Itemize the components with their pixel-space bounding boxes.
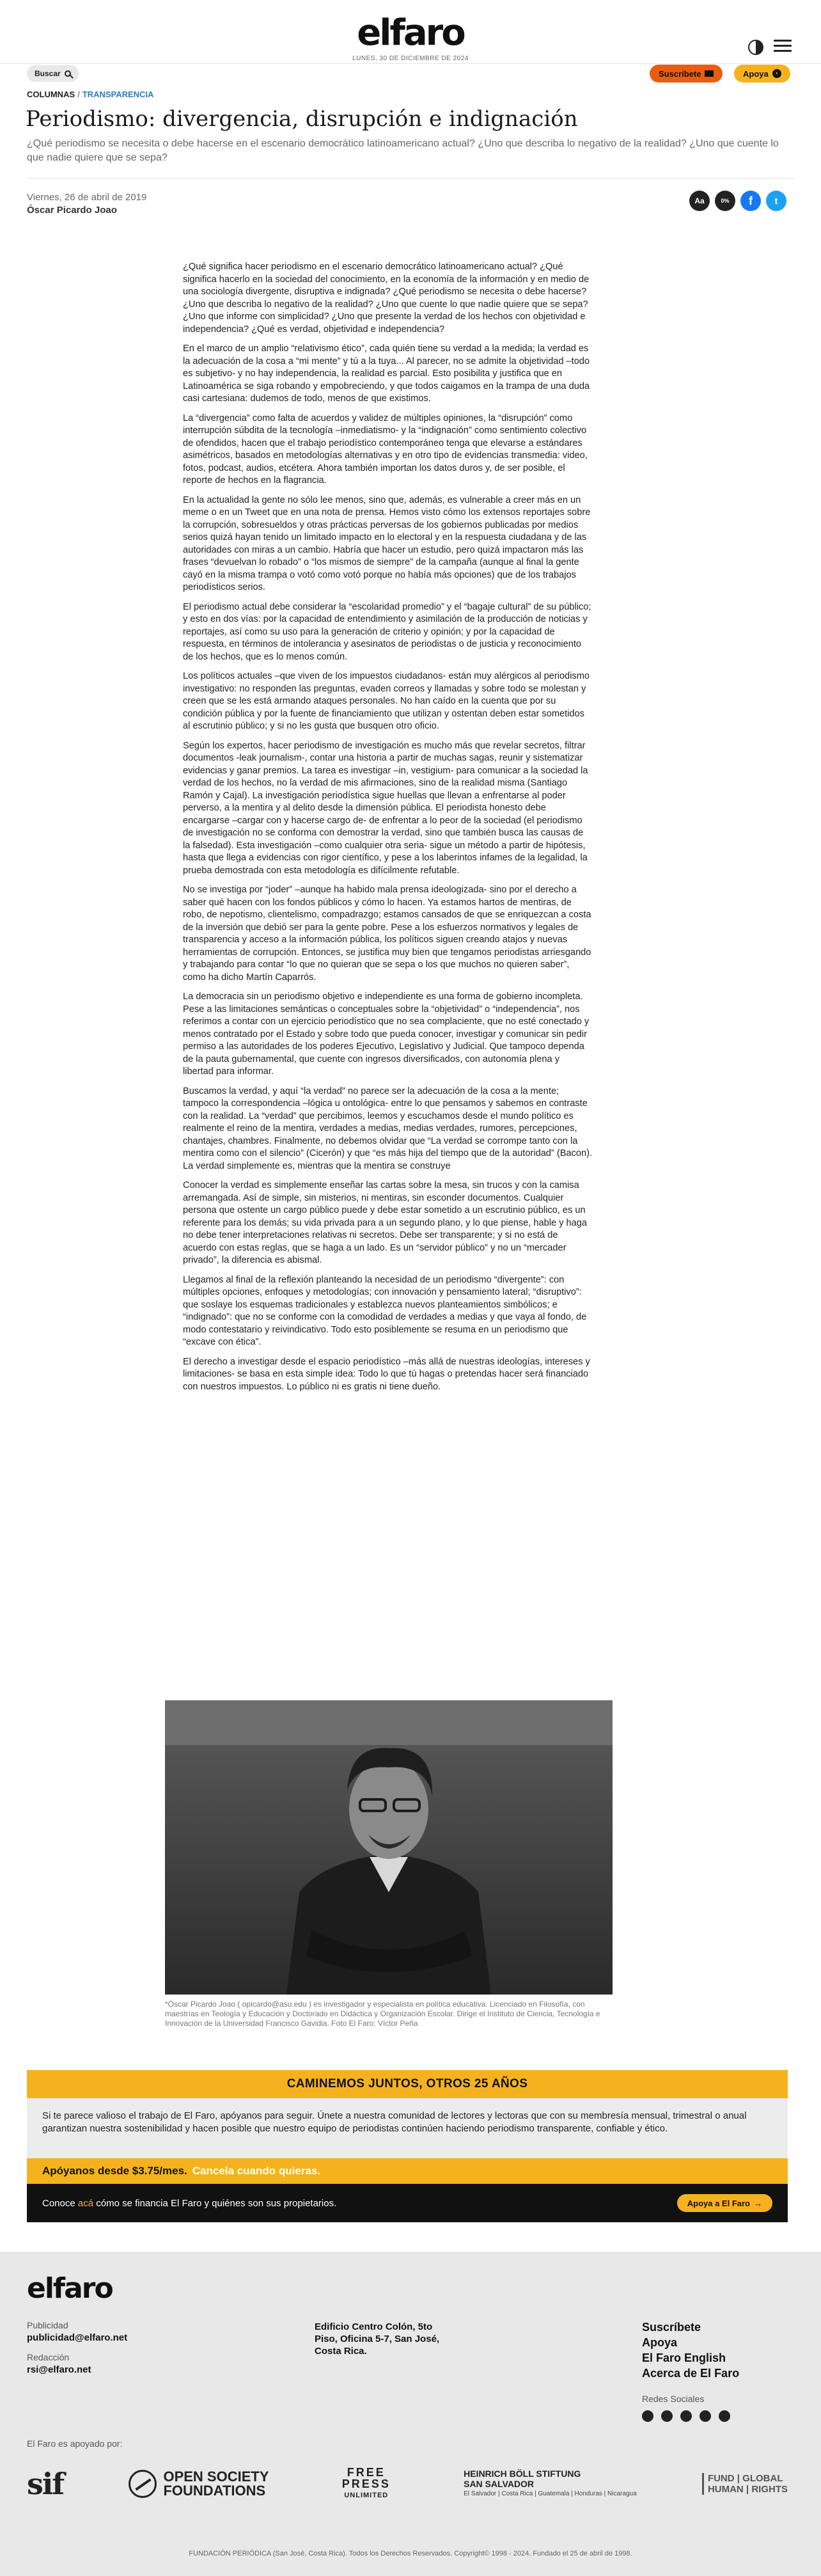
- breadcrumb-section[interactable]: COLUMNAS: [27, 90, 75, 99]
- instagram-icon[interactable]: [680, 2410, 692, 2422]
- facebook-share-icon[interactable]: f: [740, 191, 761, 211]
- address-line: Costa Rica.: [315, 2346, 367, 2357]
- apoya-label: Apoya: [743, 68, 769, 79]
- fund-human-rights-logo: FUND | GLOBAL HUMAN | RIGHTS: [702, 2473, 788, 2495]
- article-body: [183, 261, 592, 1400]
- osf-mark-icon: [129, 2470, 157, 2498]
- footer-logo[interactable]: elfaro: [27, 2272, 113, 2305]
- footer-link-english[interactable]: El Faro English: [642, 2351, 726, 2364]
- breadcrumb-category[interactable]: TRANSPARENCIA: [82, 90, 154, 99]
- apoya-button[interactable]: [734, 65, 790, 83]
- copyright: FUNDACIÓN PERIÓDICA (San José, Costa Rica). Todos los Derechos Reservados. Copyright© 1998 - 2024. Fundado el 25 de abril de 1998.: [189, 2550, 632, 2557]
- free-press-logo: FREE PRESS UNLIMITED: [341, 2466, 391, 2499]
- twitter-share-icon[interactable]: t: [766, 191, 786, 211]
- article-paragraph: ¿Qué significa hacer periodismo en el escenario democrático latinoamericano actual? ¿Qué significa hacerlo en la sociedad del conocimiento, en la economía de la información y en medio de una sociología divergente, disruptiva e indignada? ¿Qué periodismo se necesita o debe hacerse? ¿Uno que describa lo negativo de la realidad? ¿Uno que cuente lo que nadie quiere que se sepa? ¿Uno que informe con simplicidad? ¿Uno que presente la verdad de los hechos con objetividad e independencia? ¿Qué es verdad, objetividad e independencia?: [183, 262, 590, 335]
- sponsor-logos: [27, 2467, 788, 2501]
- article-title: Periodismo: divergencia, disrupción e indignación: [26, 106, 578, 132]
- twitter-icon[interactable]: [661, 2410, 673, 2422]
- author-portrait-image: [165, 1700, 613, 1995]
- article-paragraph: Conocer la verdad es simplemente enseñar las cartas sobre la mesa, sin trucos y con la camisa arremangada. Así de simple, sin misterios, ni mentiras, sin esconder documentos. Cualquier persona que ostente un cargo público puede y debe estar sometido a un escrutinio público, es un referente para los demás; su vida privada para a un segundo plano, y lo que piense, hable y haga no debe tener interpretaciones relativas ni secretos. Debe ser transparente; y si no está de acuerdo con estas reglas, que se haga a un lado. Es un “servidor público” y no un “mercader privado”, la diferencia es abismal.: [183, 1180, 588, 1265]
- publish-date: Viernes, 26 de abril de 2019: [27, 192, 147, 203]
- address-line: Edificio Centro Colón, 5to: [315, 2321, 433, 2332]
- font-size-icon[interactable]: Aa: [689, 191, 710, 211]
- article-paragraph: Los políticos actuales –que viven de los impuestos ciudadanos- están muy alérgicos al periodismo investigativo: no responden las preguntas, evaden correos y llamadas y sobre todo se molestan y creen que se les está armando ataques personales. No han caído en la cuenta que por su condición pública y por la fuente de financiamiento que utilizan y ostentan deben estar sometidos al escrutinio público; y si no les gusta que busquen otro oficio.: [183, 671, 590, 731]
- author-name[interactable]: Óscar Picardo Joao: [27, 205, 117, 216]
- redaccion-label: Redacción: [27, 2352, 70, 2362]
- boell-logo: HEINRICH BÖLL STIFTUNG SAN SALVADOR El Salvador | Costa Rica | Guatemala | Honduras | Nicaragua: [464, 2469, 637, 2497]
- footer-links: [642, 2319, 739, 2381]
- sif-logo: sif: [27, 2467, 64, 2501]
- article-paragraph: Según los expertos, hacer periodismo de investigación es mucho más que revelar secretos, filtrar documentos -leak journalism-, contar una historia a partir de muchas sagas, reunir y sistematizar evidencias y ganar premios. La tarea es investigar –in, vestigium- para comunicar a la sociedad la verdad de los hechos, no la verdad de mis afirmaciones, sino de la realidad misma (Santiago Ramón y Cajal). La investigación periodística sigue huellas que llevan a enfrentarse al poder perverso, a la mentira y al delito desde la dimensión pública. El periodista honesto debe encargarse –cargar con y hacerse cargo de- de enfrentar a lo peor de la sociedad (el periodismo de investigación no se conforma con demostrar la verdad, sino que también busca las causas de la falsedad). Esta investigación –como cualquier otra seria- sigue un método a partir de hipótesis, hasta que llega a evidencias con rigor científico, y pese a los laberintos infames de la legalidad, la prueba demostrada con esta metodología es difícilmente refutable.: [183, 740, 588, 876]
- site-header: [0, 0, 821, 64]
- reading-progress-icon[interactable]: 0%: [715, 191, 735, 211]
- funding-link[interactable]: acá: [77, 2197, 94, 2209]
- photo-caption: *Óscar Picardo Joao ( opicardo@asu.edu ) es investigador y especialista en política educativa. Licenciado en Filosofía, con maestrías en Teología y Educación y Doctorado en Didáctica y Organización Escolar. Dirige el Instituto de Ciencia, Tecnología e Innovación de la Universidad Francisco Gavidia. Foto El Faro: Víctor Peña: [165, 2000, 600, 2028]
- envelope-icon: [705, 70, 714, 77]
- arrow-right-icon: ›: [772, 69, 781, 78]
- apoya-elfaro-label: Apoya a El Faro: [687, 2198, 750, 2208]
- support-text: Si te parece valioso el trabajo de El Faro, apóyanos para seguir. Únete a nuestra comunidad de lectores y lectoras que con su membresía mensual, trimestral o anual garantizan nuestra sostenibilidad y hacen posible que nuestro equipo de periodistas continúen haciendo periodismo transparente, confiable y ético.: [27, 2098, 788, 2158]
- site-logo[interactable]: [340, 12, 481, 54]
- footer-link-acerca[interactable]: Acerca de El Faro: [642, 2367, 740, 2380]
- article-paragraph: Buscamos la verdad, y aquí “la verdad” no parece ser la adecuación de la cosa a la mente; tampoco la correspondencia –lógica u ontológica- entre lo que pensamos y sabemos en contraste con la realidad. La “verdad” que percibimos, leemos y escuchamos desde el mundo político es realmente el reino de la mentira, verdades a medias, medias verdades, rumores, percepciones, chantajes, chambres. Finalmente, no debemos olvidar que “La verdad se corrompe tanto con la mentira como con el silencio” (Cicerón) y que “es más hija del tiempo que de la autoridad” (Bacon). La verdad simplemente es, mientras que la mentira se construye: [183, 1086, 592, 1171]
- footer-link-apoya[interactable]: Apoya: [642, 2336, 678, 2349]
- footer-link-suscribete[interactable]: Suscríbete: [642, 2321, 701, 2334]
- article-paragraph: La “divergencia” como falta de acuerdos y validez de múltiples opiniones, la “disrupción” como interrupción súbdita de la tecnología –inmediatismo- y la “indignación” como sentimiento colectivo de ofendidos, hacen que el trabajo periodístico contemporáneo tenga que elevarse a estándares asimétricos, basados en metodologías alternativas y en otro tipo de evidencias transmedia: video, fotos, podcast, audios, etcétera. Ahora también importan los datos duros y, de ser posible, el reporte de hechos en la flagrancia.: [183, 413, 588, 486]
- article-paragraph: No se investiga por “joder” –aunque ha habido mala prensa ideologizada- sino por el derecho a saber qué hacen con los fondos públicos y cómo lo hacen. Ya estamos hartos de mentiras, de robo, de nepotismo, clientelismo, compadrazgo; estamos cansados de que se enriquezcan a costa de la inversión que debió ser para la gente pobre. Pese a los esfuerzos normativos y legales de transparencia y acceso a la información pública, los políticos siguen creando atajos y nuevas herramientas de corrupción. Entonces, se justifica muy bien que tengamos periodistas arriesgando y trabajando para contar “lo que no quieran que se sepa o los que muchos no quieren saber”, como ha dicho Martín Caparrós.: [183, 885, 591, 983]
- article-paragraph: La democracia sin un periodismo objetivo e independiente es una forma de gobierno incompleta. Pese a las limitaciones semánticas o conceptuales sobre la “objetividad” o “independencia”, nos referimos a contar con un ejercicio periodístico que no sea complaciente, que no esté conectado y menos contratado por el Estado y sobre todo que pueda conocer, investigar y comunicar sin pedir permiso a las autoridades de los poderes Ejecutivo, Legislativo y Judicial. Que tampoco dependa de la pauta gubernamental, que cuente con ingresos diversificados, con autonomía plena y libertad para informar.: [183, 992, 590, 1077]
- funding-text: Conoce acá cómo se financia El Faro y quiénes son sus propietarios.: [42, 2197, 337, 2209]
- redaccion-email[interactable]: rsi@elfaro.net: [27, 2364, 91, 2375]
- spotify-icon[interactable]: [719, 2410, 730, 2422]
- price-text: Apóyanos desde $3.75/mes.: [42, 2165, 187, 2177]
- address-line: Piso, Oficina 5-7, San José,: [315, 2334, 440, 2344]
- apoya-elfaro-button[interactable]: [677, 2194, 772, 2212]
- footer-contacts: [27, 2319, 127, 2376]
- article-tools: [689, 191, 786, 211]
- site-footer: [0, 2252, 821, 2576]
- article-paragraph: El derecho a investigar desde el espacio periodístico –más allá de nuestras ideologías, intereses y limitaciones- se basa en esta simple idea: Todo lo que tú hagas o pretendas hacer será financiado con nuestros impuestos. Lo público ni es gratis ni tiene dueño.: [183, 1356, 590, 1392]
- theme-toggle-icon[interactable]: [748, 40, 763, 55]
- subscribe-label: Suscríbete: [659, 68, 701, 79]
- cancel-text: Cancela cuando quieras.: [192, 2165, 321, 2177]
- support-price[interactable]: [27, 2158, 788, 2184]
- search-button[interactable]: [27, 65, 79, 82]
- footer-address: [315, 2321, 439, 2357]
- header-date: LUNES, 30 DE DICIEMBRE DE 2024: [352, 55, 469, 62]
- article-dek: ¿Qué periodismo se necesita o debe hacerse en el escenario democrático latinoamericano actual? ¿Uno que describa lo negativo de la realidad? ¿Uno que cuente lo que nadie quiere que se sepa?: [27, 138, 779, 163]
- search-icon: [65, 70, 71, 77]
- facebook-icon[interactable]: [642, 2410, 653, 2422]
- logo-text: elfaro: [357, 12, 464, 54]
- support-banner: [27, 2070, 788, 2222]
- article-paragraph: En la actualidad la gente no sólo lee menos, sino que, además, es vulnerable a creer más en un meme o en un Tweet que en una nota de prensa. Hemos visto cómo los extensos reportajes sobre la corrupción, sobresueldos y otras prácticas perversas de los gobiernos publicadas por medios serios quizá hayan tenido un limitado impacto en lo electoral y en la respuesta ciudadana y de las autoridades con miras a un cambio. Habría que hacer un estudio, pero quizá impactaron más las frases “devuelvan lo robado” o “los mismos de siempre” de la campaña (aunque al final la gente cayó en la misma trampa o votó como votó porque no había más opciones) que de los trabajos periodísticos serios.: [183, 494, 591, 592]
- support-funding-bar: [27, 2184, 788, 2222]
- article-paragraph: En el marco de un amplio “relativismo ético”, cada quién tiene su verdad a la medida; la verdad es la adecuación de la cosa a “mi mente” y tú a la tuya... Al parecer, no se admite la objetividad –todo es subjetivo- y no hay independencia, la realidad es parcial. Esto posibilita y justifica que en Latinoamérica se siga robando y empobreciendo, y que todos caigamos en la trampa de una duda casi cartesiana: dudemos de todo, menos de que existimos.: [183, 344, 590, 404]
- author-photo: [165, 1700, 613, 1995]
- publicidad-email[interactable]: publicidad@elfaro.net: [27, 2332, 128, 2343]
- article-paragraph: El periodismo actual debe considerar la “escolaridad promedio” y el “bagaje cultural” de su público; y esto en dos vías: por la capacidad de entendimiento y asimilación de la producción de noticias y reportajes, así como su uso para la generación de criterio y opinión; y por la capacidad de respuesta, en términos de intolerancia y asesinatos de periodistas o de justicia y reconocimiento de los hechos, que es lo menos común.: [183, 601, 591, 662]
- social-links: [642, 2410, 730, 2422]
- breadcrumb: COLUMNAS / TRANSPARENCIA: [27, 90, 154, 99]
- open-society-logo: OPEN SOCIETY FOUNDATIONS: [129, 2470, 269, 2498]
- search-label: Buscar: [35, 69, 61, 78]
- publicidad-label: Publicidad: [27, 2320, 68, 2330]
- subscribe-button[interactable]: [650, 65, 723, 83]
- hamburger-menu-icon[interactable]: [774, 40, 792, 55]
- supported-label: El Faro es apoyado por:: [27, 2438, 123, 2449]
- social-label: Redes Sociales: [642, 2394, 705, 2404]
- support-heading: CAMINEMOS JUNTOS, OTROS 25 AÑOS: [27, 2070, 788, 2098]
- youtube-icon[interactable]: [700, 2410, 711, 2422]
- article-paragraph: Llegamos al final de la reflexión planteando la necesidad de un periodismo “divergente”: con múltiples opciones, enfoques y metodologías; con innovación y pensamiento lateral; “disruptivo”: que soslaye los esquemas tradicionales y establezca nuevos planteamientos simbólicos; e “indignado”: que no se conforme con la comodidad de verdades a medias y que vaya al fondo, de modo contestatario y reivindicativo. Todo esto posiblemente se resuma en un periodismo que “excave con ética”.: [183, 1274, 587, 1347]
- arrow-right-icon: →: [754, 2198, 762, 2208]
